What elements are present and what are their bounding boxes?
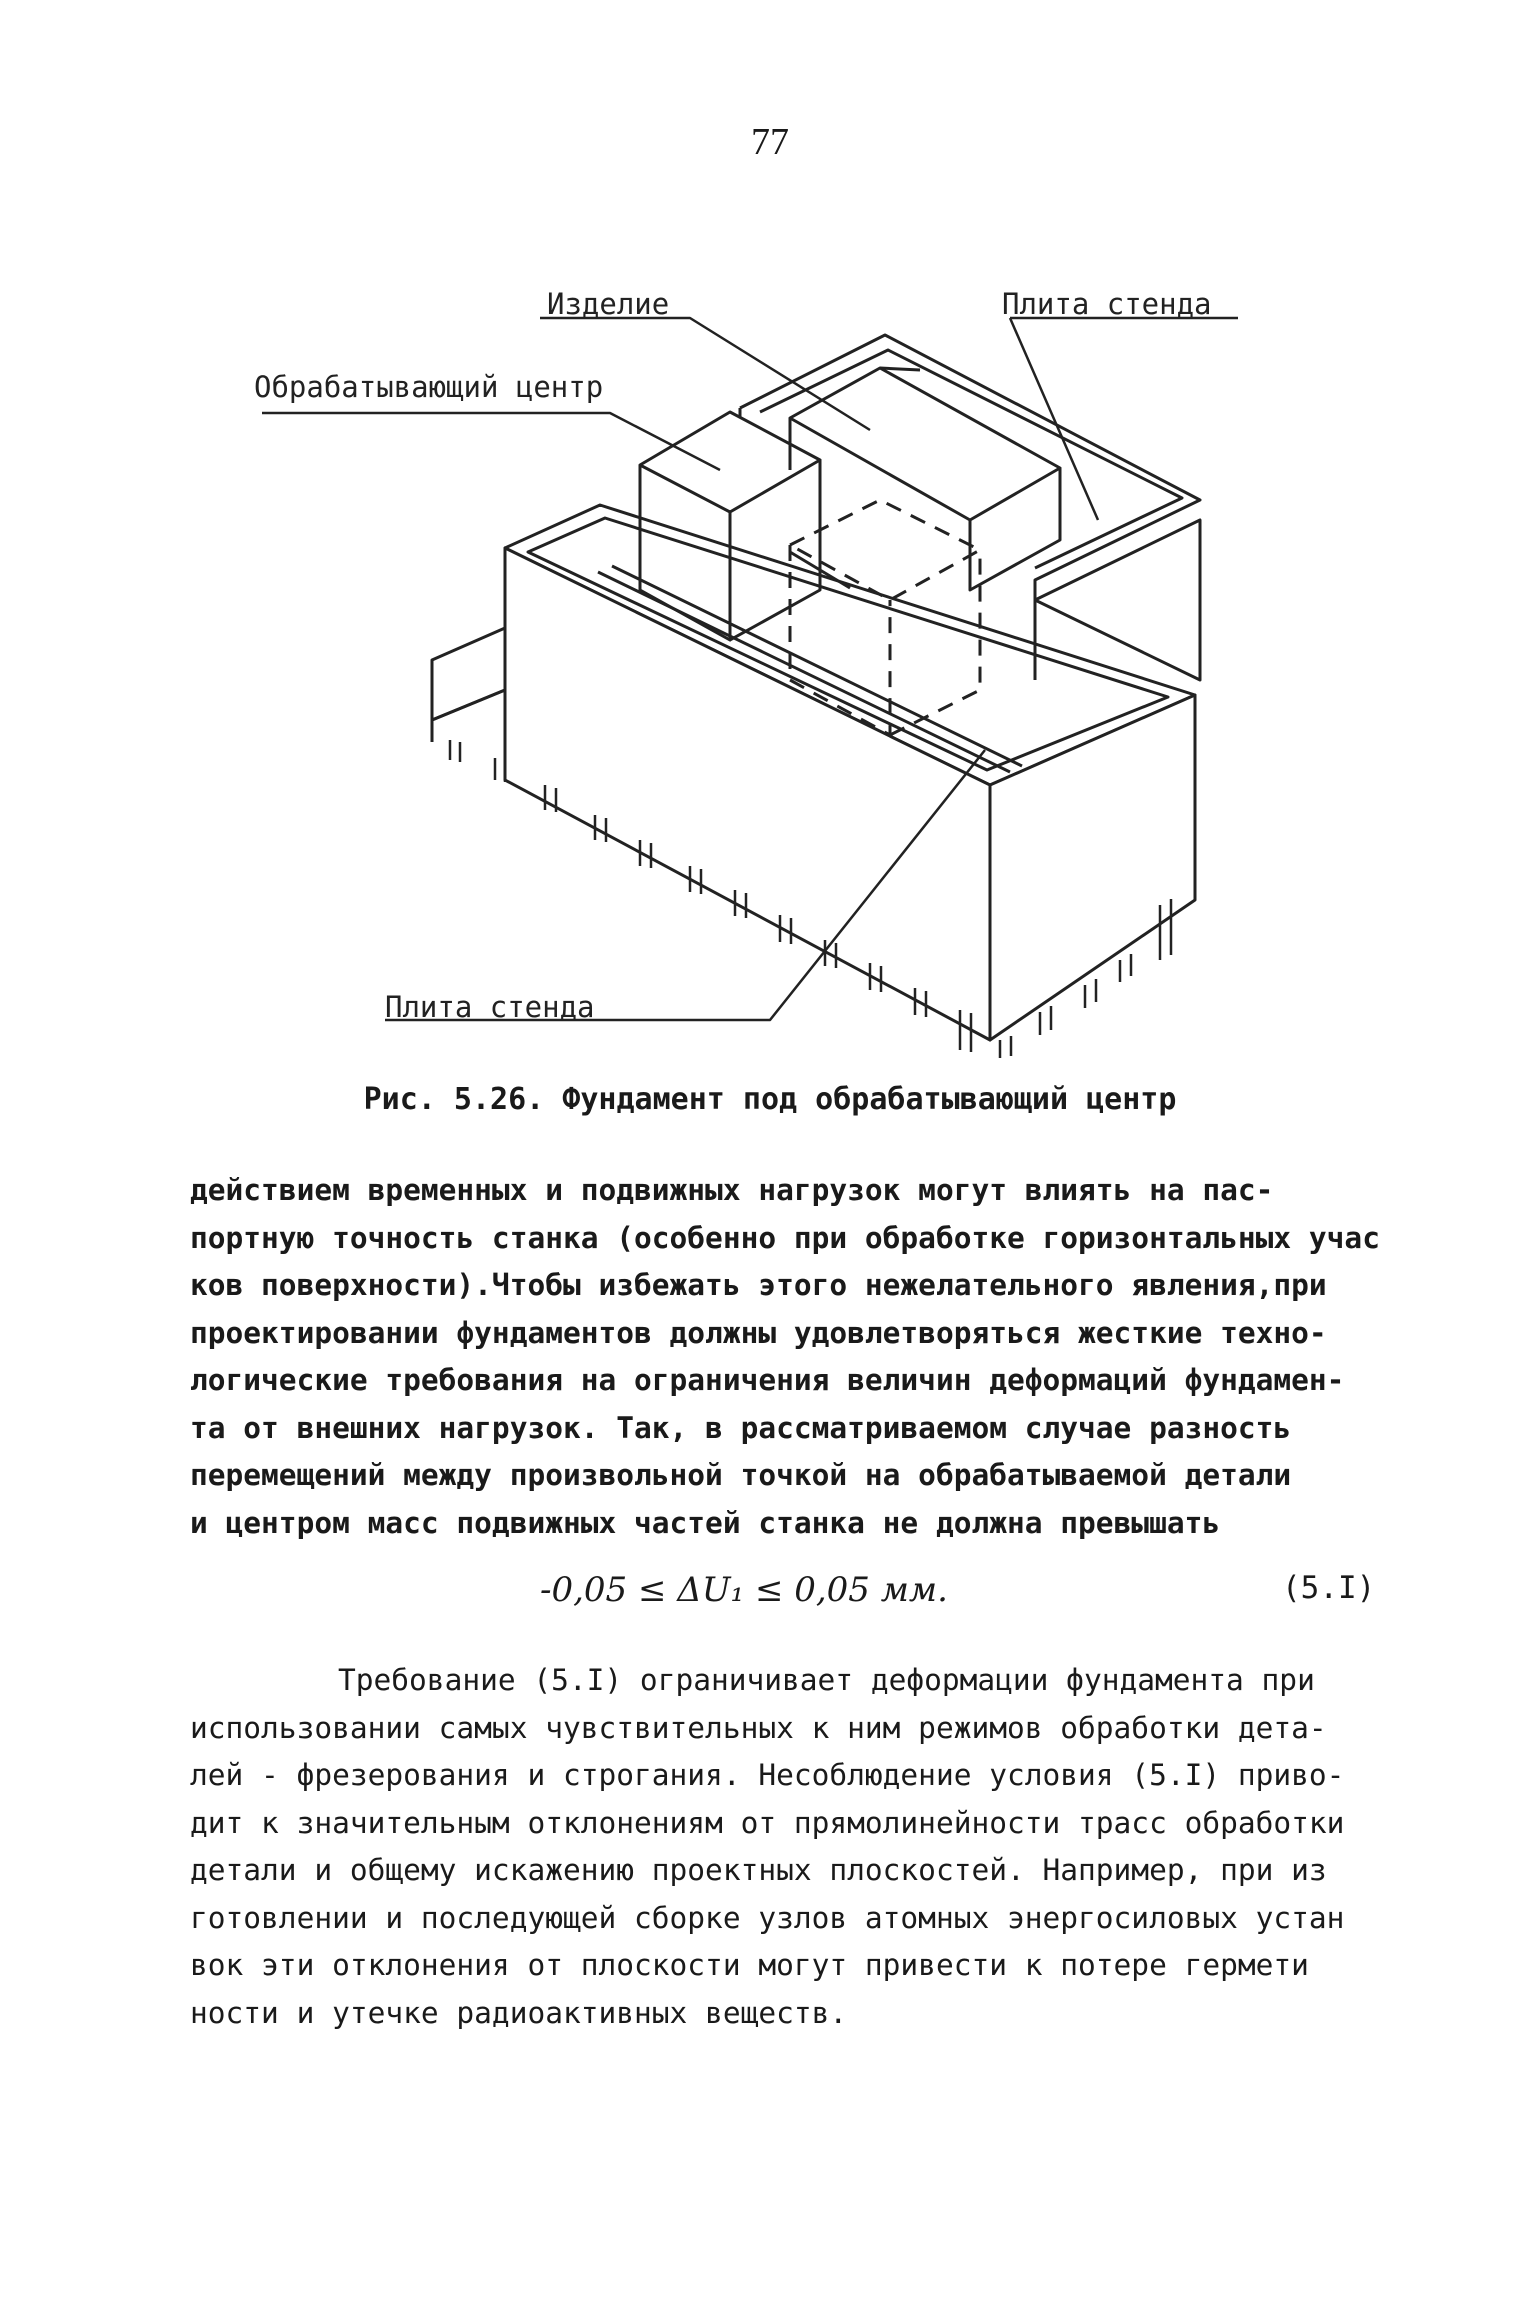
text-line: проектировании фундаментов должны удовлетворяться жесткие техно- <box>190 1315 1327 1350</box>
caption-number: Рис. 5.26. <box>363 1082 545 1117</box>
caption-title: Фундамент под обрабатывающий центр <box>562 1082 1177 1117</box>
figure-caption <box>290 1082 1250 1117</box>
text-line: перемещений между произвольной точкой на обрабатываемой детали <box>190 1458 1292 1492</box>
text-line: лей - фрезерования и строгания. Несоблюдение условия (5.I) приво- <box>190 1758 1345 1792</box>
formula-expression: -0,05 ≤ ΔU₁ ≤ 0,05 мм. <box>540 1570 948 1610</box>
foundation-drawing <box>0 0 1528 1120</box>
text-line: действием временных и подвижных нагрузок могут влиять на пас- <box>190 1173 1274 1207</box>
text-line: портную точность станка (особенно при обработке горизонтальных учас <box>190 1220 1380 1255</box>
text-line: ности и утечке радиоактивных веществ. <box>190 1995 848 2030</box>
text-line: детали и общему искажению проектных плоскостей. Например, при из <box>190 1853 1327 1887</box>
label-product: Изделие <box>547 287 670 321</box>
text-line: использовании самых чувствительных к ним режимов обработки дета- <box>190 1710 1327 1745</box>
paragraph-1 <box>190 1167 1430 1547</box>
text-line: и центром масс подвижных частей станка не должна превышать <box>190 1505 1221 1540</box>
text-line: Требование (5.I) ограничивает деформации фундамента при <box>338 1663 1315 1697</box>
formula-number: (5.I) <box>1282 1570 1376 1606</box>
text-line: та от внешних нагрузок. Так, в рассматриваемом случае разность <box>190 1410 1292 1445</box>
figure-foundation <box>0 0 1528 1120</box>
text-line: готовлении и последующей сборке узлов атомных энергосиловых устан <box>190 1900 1345 1935</box>
text-line: вок эти отклонения от плоскости могут привести к потере гермети <box>190 1948 1309 1982</box>
text-line: дит к значительным отклонениям от прямолинейности трасс обработки <box>190 1805 1345 1840</box>
text-line: логические требования на ограничения величин деформаций фундамен- <box>190 1363 1345 1397</box>
paragraph-2 <box>190 1657 1430 2037</box>
label-stand-plate-bottom: Плита стенда <box>385 990 595 1024</box>
label-machining-center: Обрабатывающий центр <box>254 370 604 404</box>
text-line: ков поверхности).Чтобы избежать этого нежелательного явления,при <box>190 1268 1327 1302</box>
label-stand-plate-top: Плита стенда <box>1002 287 1212 321</box>
page-number: 77 <box>751 121 789 163</box>
